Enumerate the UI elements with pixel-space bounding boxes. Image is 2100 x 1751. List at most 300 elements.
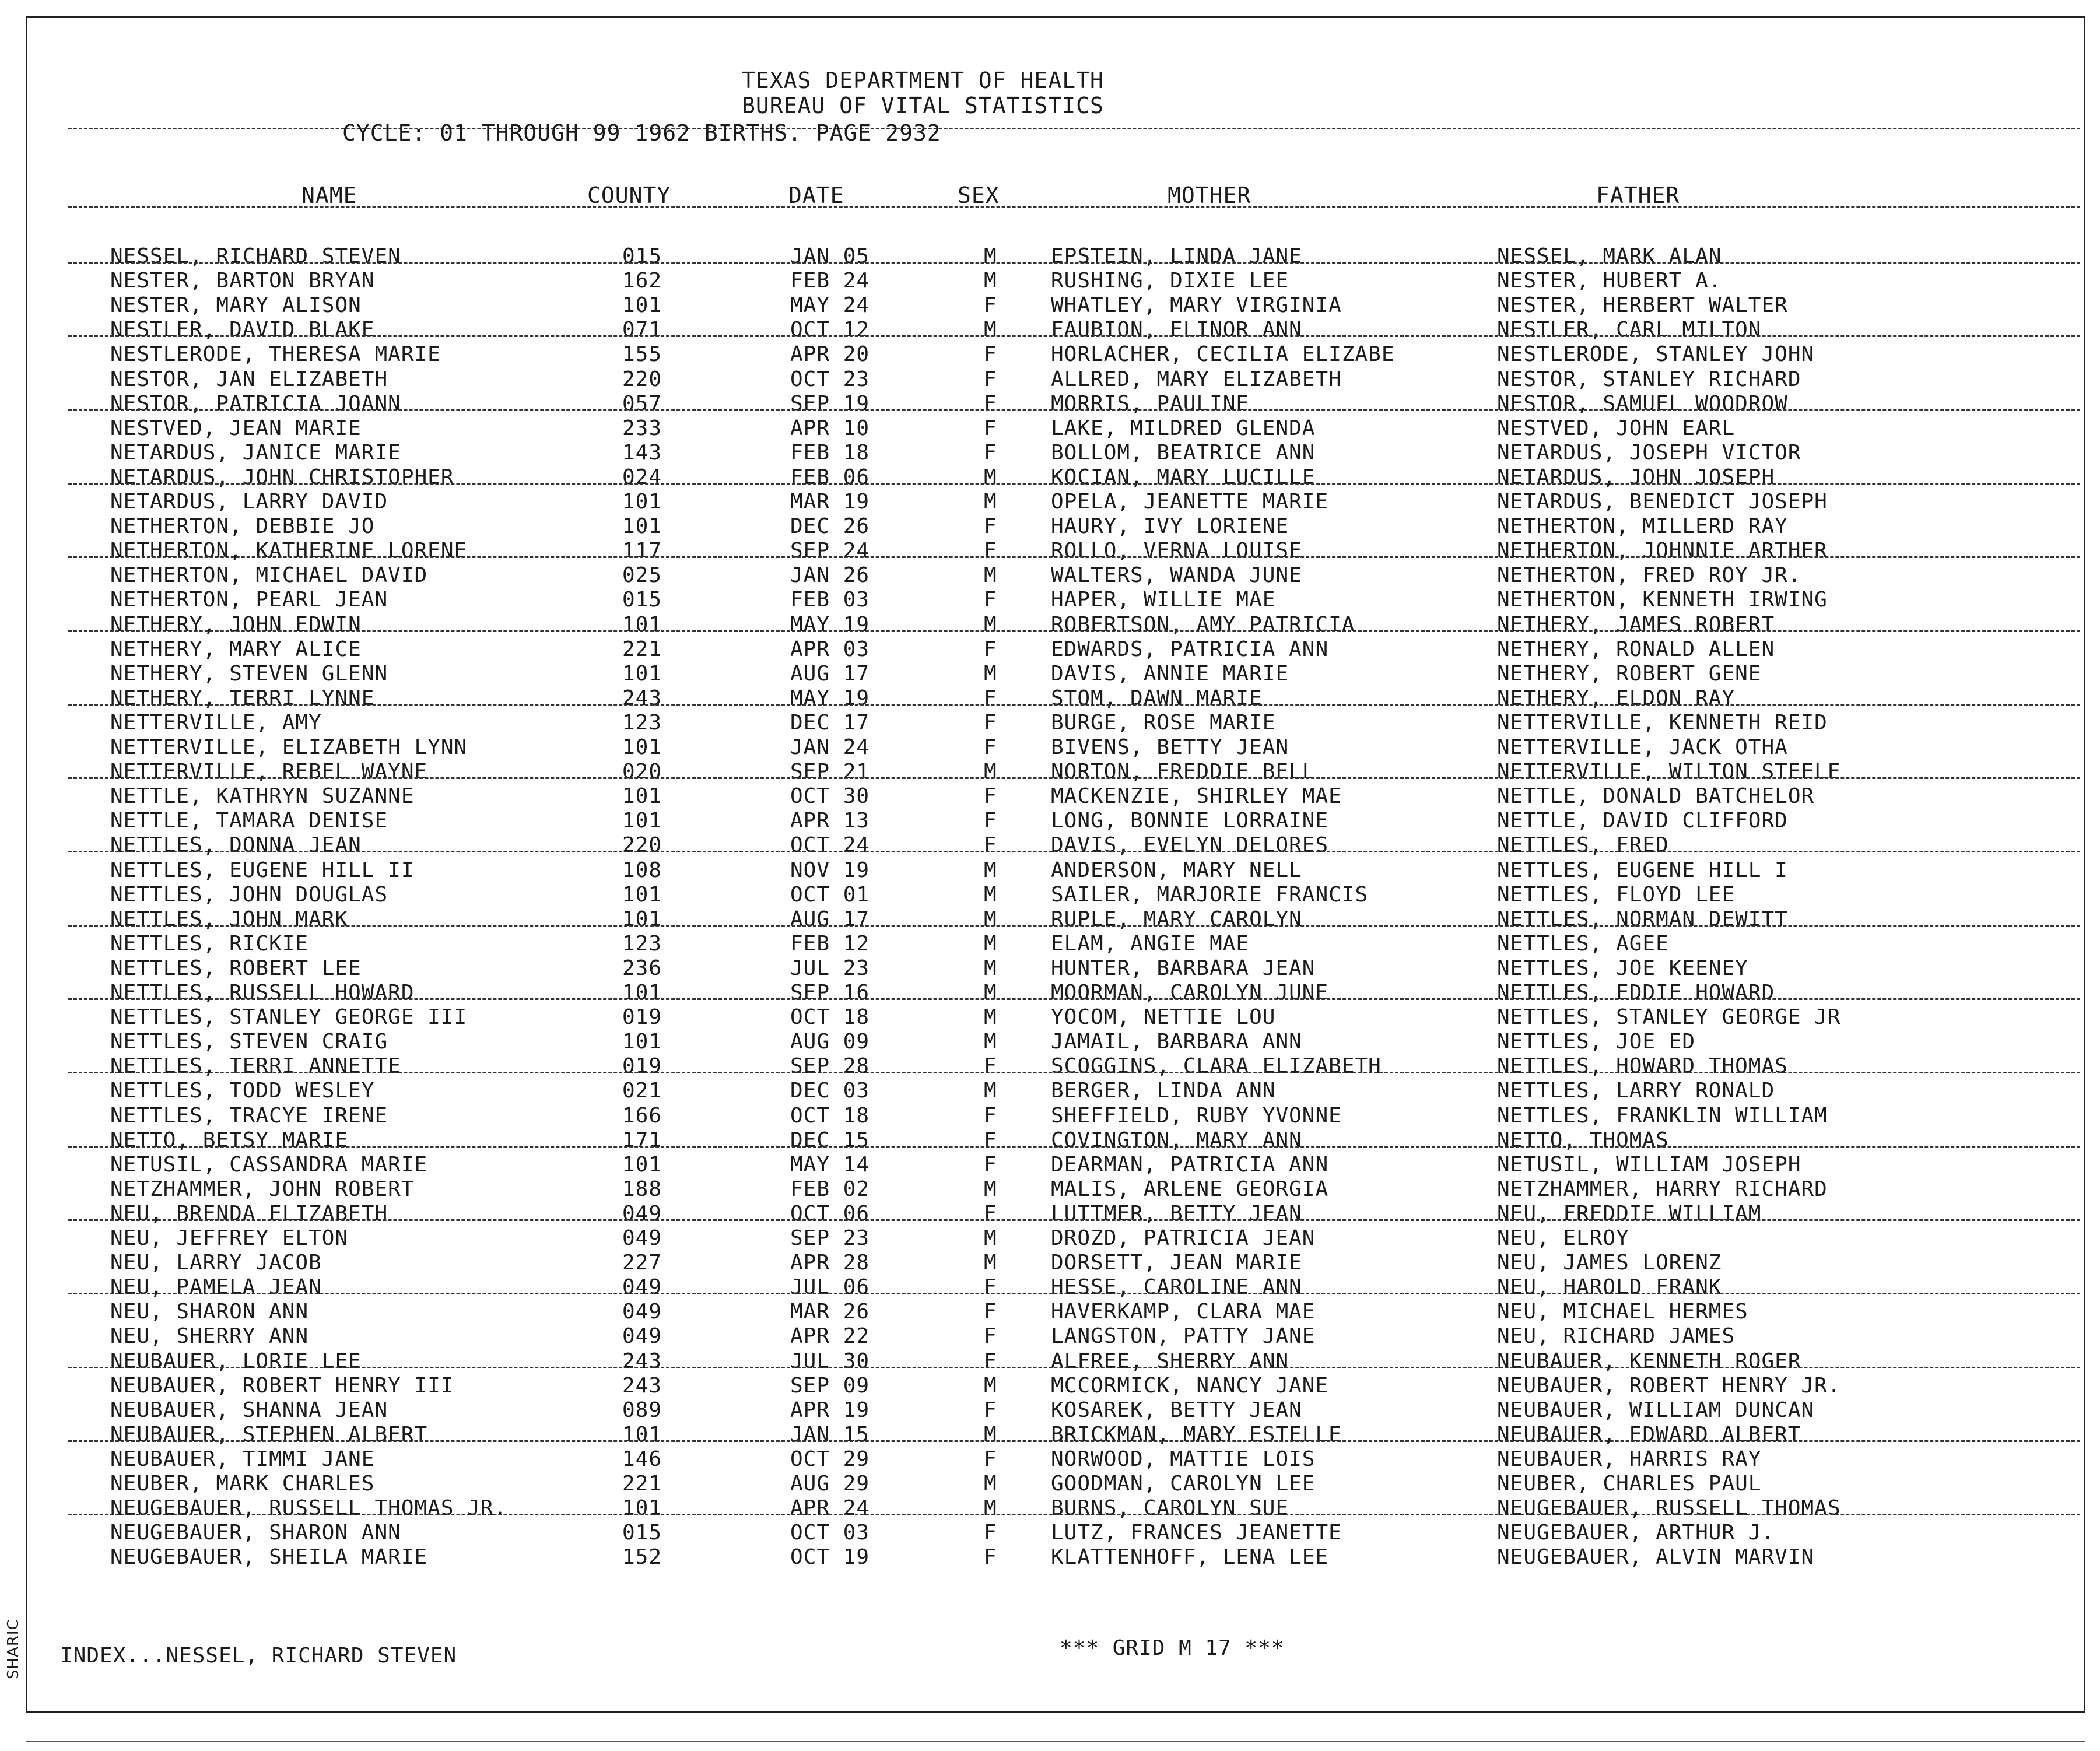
cell-father: NEU, FREDDIE WILLIAM [1497, 1201, 1762, 1226]
cell-sex: M [984, 981, 997, 1005]
cell-date: DEC 17 [790, 710, 870, 735]
cell-name: NETTLES, RICKIE [110, 931, 309, 956]
cell-date: FEB 24 [790, 269, 870, 293]
cell-county: 101 [622, 490, 662, 514]
cell-sex: F [984, 1324, 997, 1349]
cell-date: MAR 26 [790, 1300, 870, 1324]
cell-date: AUG 17 [790, 907, 870, 931]
cell-father: NETTLES, NORMAN DEWITT [1497, 907, 1788, 931]
cell-father: NETTLES, FLOYD LEE [1497, 882, 1736, 907]
cell-father: NESTVED, JOHN EARL [1497, 416, 1736, 440]
cell-sex: F [984, 1545, 997, 1570]
cell-sex: M [984, 244, 997, 268]
cell-mother: LANGSTON, PATTY JANE [1051, 1324, 1316, 1349]
table-row [27, 956, 2087, 981]
cell-father: NETTLES, STANLEY GEORGE JR [1497, 1005, 1841, 1030]
cell-name: NETHERY, TERRI LYNNE [110, 686, 375, 710]
cell-mother: OPELA, JEANETTE MARIE [1051, 490, 1329, 514]
table-row [27, 1447, 2087, 1472]
cell-county: 057 [622, 391, 662, 416]
cell-father: NETTLES, FRED [1497, 833, 1669, 858]
cell-sex: F [984, 539, 997, 563]
cell-county: 236 [622, 956, 662, 980]
cell-father: NETTLES, JOE ED [1497, 1030, 1696, 1054]
table-row [27, 1398, 2087, 1423]
cell-date: APR 24 [790, 1496, 870, 1521]
cell-father: NEUBER, CHARLES PAUL [1497, 1472, 1762, 1496]
cell-county: 071 [622, 318, 662, 342]
cell-county: 049 [622, 1201, 662, 1226]
cell-mother: YOCOM, NETTIE LOU [1051, 1005, 1276, 1030]
cell-date: FEB 06 [790, 465, 870, 489]
cell-county: 162 [622, 269, 662, 293]
cell-mother: MACKENZIE, SHIRLEY MAE [1051, 784, 1342, 809]
cell-date: OCT 06 [790, 1201, 870, 1226]
cell-name: NETTLES, EUGENE HILL II [110, 858, 415, 882]
cell-county: 243 [622, 686, 662, 710]
row-rule [68, 1072, 2080, 1073]
cell-mother: MOORMAN, CAROLYN JUNE [1051, 981, 1329, 1005]
cell-sex: M [984, 661, 997, 686]
cell-name: NETTLES, TRACYE IRENE [110, 1103, 388, 1128]
cell-name: NESTLER, DAVID BLAKE [110, 318, 375, 342]
column-header-county: COUNTY [587, 183, 671, 208]
cell-name: NETUSIL, CASSANDRA MARIE [110, 1152, 428, 1177]
table-row [27, 833, 2087, 858]
cell-name: NEUGEBAUER, RUSSELL THOMAS JR. [110, 1496, 507, 1521]
table-row [27, 637, 2087, 662]
cell-county: 146 [622, 1447, 662, 1471]
cell-father: NEUBAUER, ROBERT HENRY JR. [1497, 1373, 1841, 1398]
cell-father: NETHERTON, FRED ROY JR. [1497, 563, 1801, 588]
table-row [27, 539, 2087, 563]
cell-sex: M [984, 1472, 997, 1496]
cell-sex: M [984, 760, 997, 784]
row-rule [68, 556, 2080, 558]
cell-sex: F [984, 367, 997, 391]
cell-sex: M [984, 931, 997, 956]
table-row [27, 441, 2087, 465]
cell-name: NEU, PAMELA JEAN [110, 1275, 322, 1300]
row-rule [68, 1514, 2080, 1515]
column-header-father: FATHER [1596, 183, 1680, 208]
cell-sex: M [984, 882, 997, 907]
table-row [27, 1324, 2087, 1349]
cell-father: NESTOR, STANLEY RICHARD [1497, 367, 1801, 391]
cell-name: NETTLES, ROBERT LEE [110, 956, 362, 980]
cell-sex: M [984, 1422, 997, 1447]
cell-sex: F [984, 686, 997, 710]
cell-father: NETHERY, JAMES ROBERT [1497, 612, 1775, 637]
row-rule [68, 262, 2080, 264]
cell-name: NEUBAUER, STEPHEN ALBERT [110, 1422, 428, 1447]
cell-name: NETTERVILLE, AMY [110, 710, 322, 735]
cell-sex: M [984, 1005, 997, 1030]
cell-sex: F [984, 1128, 997, 1152]
cell-father: NETHERTON, MILLERD RAY [1497, 514, 1788, 539]
table-row [27, 1275, 2087, 1300]
cell-mother: COVINGTON, MARY ANN [1051, 1128, 1302, 1152]
cell-date: JAN 24 [790, 735, 870, 759]
cell-county: 227 [622, 1251, 662, 1275]
cell-county: 015 [622, 588, 662, 612]
cell-date: OCT 19 [790, 1545, 870, 1570]
cell-county: 049 [622, 1226, 662, 1250]
cell-mother: RUSHING, DIXIE LEE [1051, 269, 1289, 293]
cell-mother: SHEFFIELD, RUBY YVONNE [1051, 1103, 1342, 1128]
table-row [27, 367, 2087, 392]
cell-name: NETARDUS, JANICE MARIE [110, 440, 401, 465]
cell-mother: LUTZ, FRANCES JEANETTE [1051, 1521, 1342, 1545]
cell-father: NETTLES, EUGENE HILL I [1497, 858, 1788, 882]
cell-mother: DROZD, PATRICIA JEAN [1051, 1226, 1316, 1250]
cell-sex: F [984, 293, 997, 318]
cell-father: NETTLES, EDDIE HOWARD [1497, 981, 1775, 1005]
row-rule [68, 335, 2080, 337]
cell-sex: F [984, 784, 997, 809]
row-rule [68, 925, 2080, 927]
cell-county: 101 [622, 514, 662, 539]
cell-father: NEU, JAMES LORENZ [1497, 1251, 1722, 1275]
cell-sex: M [984, 1226, 997, 1250]
cell-county: 019 [622, 1054, 662, 1079]
cell-name: NETTLES, JOHN DOUGLAS [110, 882, 388, 907]
cell-mother: BURGE, ROSE MARIE [1051, 710, 1276, 735]
cell-date: APR 10 [790, 416, 870, 440]
table-row [27, 1521, 2087, 1545]
table-row [27, 269, 2087, 293]
cell-mother: DEARMAN, PATRICIA ANN [1051, 1152, 1329, 1177]
cell-father: NETTLES, JOE KEENEY [1497, 956, 1748, 980]
table-row [27, 318, 2087, 342]
table-row [27, 1300, 2087, 1324]
table-row [27, 1005, 2087, 1030]
cell-county: 221 [622, 1472, 662, 1496]
cell-mother: STOM, DAWN MARIE [1051, 686, 1263, 710]
cell-name: NETTLE, KATHRYN SUZANNE [110, 784, 415, 809]
cell-sex: M [984, 1079, 997, 1103]
cell-sex: F [984, 440, 997, 465]
row-rule [68, 704, 2080, 706]
cell-mother: BERGER, LINDA ANN [1051, 1079, 1276, 1103]
table-row [27, 1374, 2087, 1398]
table-row [27, 1202, 2087, 1226]
cell-mother: BOLLOM, BEATRICE ANN [1051, 440, 1316, 465]
cell-name: NETARDUS, LARRY DAVID [110, 490, 388, 514]
cell-date: SEP 23 [790, 1226, 870, 1250]
cell-date: MAR 19 [790, 490, 870, 514]
cell-date: FEB 02 [790, 1177, 870, 1201]
cell-county: 123 [622, 931, 662, 956]
cell-father: NETARDUS, BENEDICT JOSEPH [1497, 490, 1828, 514]
cell-name: NETTLES, DONNA JEAN [110, 833, 362, 858]
cell-date: OCT 29 [790, 1447, 870, 1471]
cell-county: 220 [622, 833, 662, 858]
table-row [27, 588, 2087, 612]
table-row [27, 784, 2087, 809]
cell-mother: HORLACHER, CECILIA ELIZABE [1051, 342, 1395, 367]
index-label: INDEX...NESSEL, RICHARD STEVEN [60, 1644, 457, 1668]
cell-father: NEU, ELROY [1497, 1226, 1629, 1250]
cell-sex: M [984, 1177, 997, 1201]
cell-mother: HAVERKAMP, CLARA MAE [1051, 1300, 1316, 1324]
row-rule [68, 1219, 2080, 1221]
cell-father: NETTO, THOMAS [1497, 1128, 1669, 1152]
table-row [27, 1251, 2087, 1275]
cell-mother: BRICKMAN, MARY ESTELLE [1051, 1422, 1342, 1447]
cell-sex: F [984, 1398, 997, 1422]
table-row [27, 1545, 2087, 1570]
cell-sex: M [984, 563, 997, 588]
cell-county: 221 [622, 637, 662, 661]
cell-name: NEU, LARRY JACOB [110, 1251, 322, 1275]
cell-name: NETTLES, RUSSELL HOWARD [110, 981, 415, 1005]
row-rule [68, 851, 2080, 852]
table-row [27, 711, 2087, 735]
cell-county: 117 [622, 539, 662, 563]
cell-father: NETTLES, LARRY RONALD [1497, 1079, 1775, 1103]
row-rule [68, 1146, 2080, 1148]
table-row [27, 883, 2087, 907]
cell-sex: M [984, 269, 997, 293]
table-row [27, 1177, 2087, 1202]
table-row [27, 342, 2087, 367]
cell-date: DEC 03 [790, 1079, 870, 1103]
cell-father: NETHERY, ROBERT GENE [1497, 661, 1762, 686]
cell-county: 101 [622, 1422, 662, 1447]
cell-date: DEC 15 [790, 1128, 870, 1152]
cell-mother: DAVIS, ANNIE MARIE [1051, 661, 1289, 686]
cell-date: JAN 26 [790, 563, 870, 588]
cell-sex: F [984, 637, 997, 661]
table-row [27, 392, 2087, 416]
table-row [27, 1128, 2087, 1153]
cell-sex: F [984, 1054, 997, 1079]
cell-date: OCT 18 [790, 1005, 870, 1030]
table-row [27, 760, 2087, 784]
cell-county: 101 [622, 1152, 662, 1177]
cell-sex: M [984, 1251, 997, 1275]
cell-sex: F [984, 1447, 997, 1471]
cell-mother: HUNTER, BARBARA JEAN [1051, 956, 1316, 980]
cell-date: APR 20 [790, 342, 870, 367]
cell-date: OCT 23 [790, 367, 870, 391]
table-row [27, 1496, 2087, 1521]
cell-name: NESSEL, RICHARD STEVEN [110, 244, 401, 268]
cell-mother: ANDERSON, MARY NELL [1051, 858, 1302, 882]
cell-father: NETTERVILLE, KENNETH REID [1497, 710, 1828, 735]
column-header-rule [68, 206, 2080, 208]
cell-father: NESTLER, CARL MILTON [1497, 318, 1762, 342]
cell-county: 020 [622, 760, 662, 784]
cell-mother: SCOGGINS, CLARA ELIZABETH [1051, 1054, 1382, 1079]
cell-name: NEUGEBAUER, SHARON ANN [110, 1521, 401, 1545]
cell-county: 101 [622, 661, 662, 686]
cell-sex: F [984, 1275, 997, 1300]
cell-date: APR 28 [790, 1251, 870, 1275]
cell-sex: M [984, 858, 997, 882]
cell-father: NETARDUS, JOHN JOSEPH [1497, 465, 1775, 489]
table-row [27, 1226, 2087, 1251]
cell-date: DEC 26 [790, 514, 870, 539]
cell-name: NETTLES, TODD WESLEY [110, 1079, 375, 1103]
row-rule [68, 1440, 2080, 1442]
cell-mother: BURNS, CAROLYN SUE [1051, 1496, 1289, 1521]
cell-mother: MCCORMICK, NANCY JANE [1051, 1373, 1329, 1398]
cell-mother: NORWOOD, MATTIE LOIS [1051, 1447, 1316, 1471]
column-header-name: NAME [301, 183, 357, 208]
cell-date: OCT 24 [790, 833, 870, 858]
cell-name: NETZHAMMER, JOHN ROBERT [110, 1177, 415, 1201]
cell-father: NESTLERODE, STANLEY JOHN [1497, 342, 1815, 367]
cell-father: NEU, RICHARD JAMES [1497, 1324, 1736, 1349]
table-row [27, 735, 2087, 760]
row-rule [68, 483, 2080, 485]
cell-date: MAY 19 [790, 612, 870, 637]
cell-sex: M [984, 1496, 997, 1521]
table-row [27, 1153, 2087, 1177]
cell-name: NETTERVILLE, REBEL WAYNE [110, 760, 428, 784]
header-cycle: CYCLE: 01 THROUGH 99 1962 BIRTHS. PAGE 2932 [342, 120, 941, 146]
table-row [27, 293, 2087, 318]
cell-mother: WHATLEY, MARY VIRGINIA [1051, 293, 1342, 318]
cell-name: NEUBAUER, ROBERT HENRY III [110, 1373, 454, 1398]
cell-father: NETZHAMMER, HARRY RICHARD [1497, 1177, 1828, 1201]
row-rule [68, 777, 2080, 779]
cell-father: NETTLE, DAVID CLIFFORD [1497, 809, 1788, 833]
cell-mother: MALIS, ARLENE GEORGIA [1051, 1177, 1329, 1201]
table-row [27, 907, 2087, 932]
cell-name: NETHERTON, DEBBIE JO [110, 514, 375, 539]
cell-date: OCT 30 [790, 784, 870, 809]
row-rule [68, 630, 2080, 632]
cell-mother: KOCIAN, MARY LUCILLE [1051, 465, 1316, 489]
row-rule [68, 1367, 2080, 1368]
cell-county: 015 [622, 244, 662, 268]
grid-label: *** GRID M 17 *** [1060, 1636, 1285, 1660]
cell-sex: F [984, 1152, 997, 1177]
cell-mother: BIVENS, BETTY JEAN [1051, 735, 1289, 759]
table-row [27, 1472, 2087, 1496]
cell-mother: ROBERTSON, AMY PATRICIA [1051, 612, 1355, 637]
cell-mother: EPSTEIN, LINDA JANE [1051, 244, 1302, 268]
table-row [27, 244, 2087, 269]
cell-date: APR 13 [790, 809, 870, 833]
cell-name: NETHERY, MARY ALICE [110, 637, 362, 661]
cell-county: 152 [622, 1545, 662, 1570]
cell-mother: ELAM, ANGIE MAE [1051, 931, 1250, 956]
cell-name: NEUBAUER, LORIE LEE [110, 1349, 362, 1373]
cell-mother: RUPLE, MARY CAROLYN [1051, 907, 1302, 931]
cell-name: NESTER, MARY ALISON [110, 293, 362, 318]
cell-name: NEU, SHERRY ANN [110, 1324, 309, 1349]
cell-father: NESSEL, MARK ALAN [1497, 244, 1722, 268]
cell-name: NETTLES, STEVEN CRAIG [110, 1030, 388, 1054]
cell-mother: LAKE, MILDRED GLENDA [1051, 416, 1316, 440]
row-rule [68, 1293, 2080, 1294]
cell-county: 049 [622, 1300, 662, 1324]
cell-county: 021 [622, 1079, 662, 1103]
cell-name: NETHERY, JOHN EDWIN [110, 612, 362, 637]
cell-mother: ALFREE, SHERRY ANN [1051, 1349, 1289, 1373]
cell-mother: SAILER, MARJORIE FRANCIS [1051, 882, 1369, 907]
cell-county: 049 [622, 1275, 662, 1300]
cell-name: NETHERTON, PEARL JEAN [110, 588, 388, 612]
cell-date: AUG 17 [790, 661, 870, 686]
cell-county: 101 [622, 1030, 662, 1054]
cell-county: 089 [622, 1398, 662, 1422]
cell-name: NEU, SHARON ANN [110, 1300, 309, 1324]
cell-father: NETTERVILLE, WILTON STEELE [1497, 760, 1841, 784]
cell-sex: M [984, 465, 997, 489]
cell-county: 025 [622, 563, 662, 588]
table-row [27, 932, 2087, 956]
cell-name: NETTLES, TERRI ANNETTE [110, 1054, 401, 1079]
cell-name: NETTO, BETSY MARIE [110, 1128, 349, 1152]
cell-date: SEP 09 [790, 1373, 870, 1398]
cell-sex: F [984, 391, 997, 416]
cell-father: NETTLES, FRANKLIN WILLIAM [1497, 1103, 1828, 1128]
cell-father: NETHERY, RONALD ALLEN [1497, 637, 1775, 661]
cell-county: 101 [622, 293, 662, 318]
cell-county: 233 [622, 416, 662, 440]
table-row [27, 416, 2087, 441]
table-row [27, 686, 2087, 711]
cell-mother: NORTON, FREDDIE BELL [1051, 760, 1316, 784]
table-row [27, 514, 2087, 539]
cell-county: 101 [622, 735, 662, 759]
cell-mother: DORSETT, JEAN MARIE [1051, 1251, 1302, 1275]
cell-county: 220 [622, 367, 662, 391]
cell-date: APR 22 [790, 1324, 870, 1349]
cell-name: NETTERVILLE, ELIZABETH LYNN [110, 735, 468, 759]
cell-county: 155 [622, 342, 662, 367]
cell-sex: F [984, 588, 997, 612]
cell-name: NETARDUS, JOHN CHRISTOPHER [110, 465, 454, 489]
cell-mother: JAMAIL, BARBARA ANN [1051, 1030, 1302, 1054]
cell-date: MAY 19 [790, 686, 870, 710]
cell-father: NEU, MICHAEL HERMES [1497, 1300, 1748, 1324]
cell-sex: F [984, 809, 997, 833]
bottom-rule [26, 1741, 2085, 1742]
cell-date: SEP 28 [790, 1054, 870, 1079]
table-row [27, 1030, 2087, 1054]
table-row [27, 1349, 2087, 1374]
cell-date: JUL 06 [790, 1275, 870, 1300]
cell-county: 188 [622, 1177, 662, 1201]
cell-mother: MORRIS, PAULINE [1051, 391, 1250, 416]
cell-father: NETTLES, AGEE [1497, 931, 1669, 956]
table-row [27, 1079, 2087, 1103]
cell-father: NESTER, HUBERT A. [1497, 269, 1722, 293]
cell-county: 049 [622, 1324, 662, 1349]
cell-date: MAY 14 [790, 1152, 870, 1177]
cell-date: FEB 03 [790, 588, 870, 612]
cell-mother: FAUBION, ELINOR ANN [1051, 318, 1302, 342]
row-rule [68, 998, 2080, 1000]
cell-name: NESTOR, PATRICIA JOANN [110, 391, 401, 416]
cell-date: OCT 18 [790, 1103, 870, 1128]
cell-date: SEP 16 [790, 981, 870, 1005]
cell-name: NESTOR, JAN ELIZABETH [110, 367, 388, 391]
cell-mother: HAPER, WILLIE MAE [1051, 588, 1276, 612]
cell-county: 108 [622, 858, 662, 882]
cell-sex: M [984, 318, 997, 342]
cell-mother: GOODMAN, CAROLYN LEE [1051, 1472, 1316, 1496]
cell-county: 123 [622, 710, 662, 735]
cell-father: NEUBAUER, WILLIAM DUNCAN [1497, 1398, 1815, 1422]
cell-sex: F [984, 1521, 997, 1545]
